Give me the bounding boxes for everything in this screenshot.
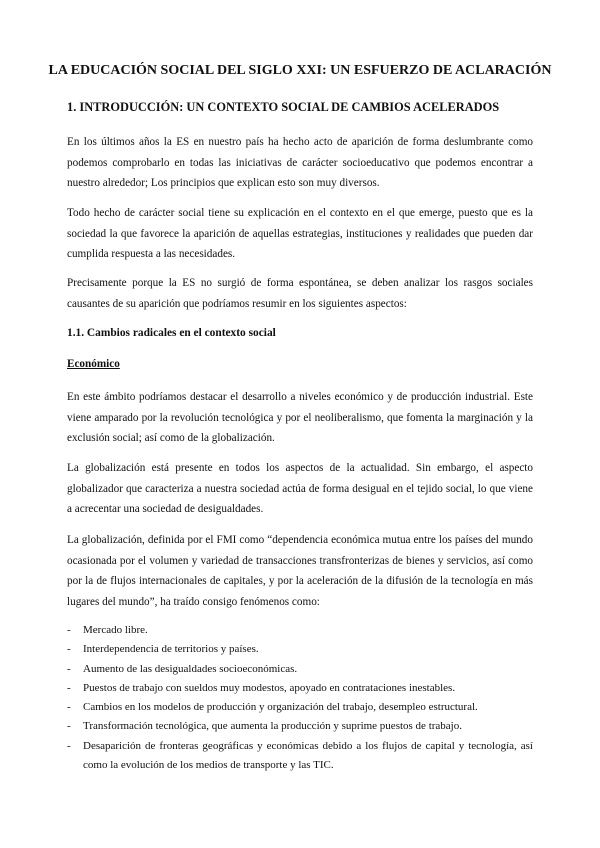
economico-paragraph-1: En este ámbito podríamos destacar el desarrollo a niveles económico y de producción industrial. Este viene amparado por la revolución tecnológica y por el neoliberalismo, que fomenta la marginación y la exclusión social; así como de la globalización. [67,391,533,444]
list-item-text: Desaparición de fronteras geográficas y económicas debido a los flujos de capital y tecnología, así como la evolución de los medios de transporte y las TIC. [83,739,533,772]
list-item [67,640,533,659]
list-item-text: Transformación tecnológica, que aumenta la producción y suprime puestos de trabajo. [83,720,462,733]
economico-paragraph-2: La globalización está presente en todos los aspectos de la actualidad. Sin embargo, el aspecto globalizador que caracteriza a nuestra sociedad actúa de forma desigual en el tejido social, lo que viene a acrecentar una sociedad de desigualdades. [67,462,533,515]
list-item [67,679,533,698]
list-item-text: Mercado libre. [83,624,148,636]
economico-paragraph-3: La globalización, definida por el FMI como “dependencia económica mutua entre los países del mundo ocasionada por el volumen y variedad de transacciones transfronterizas de bienes y servicios, así como por la de flujos internacionales de capitales, y por la aceleración de la difusión de la tecnología en más lugares del mundo”, ha traído consigo fenómenos como: [67,534,533,608]
list-item [67,737,533,776]
list-item-text: Puestos de trabajo con sueldos muy modestos, apoyado en contrataciones inestables. [83,681,456,694]
document-title: LA EDUCACIÓN SOCIAL DEL SIGLO XXI: UN ESFUERZO DE ACLARACIÓN [48,63,552,78]
list-item [67,660,533,679]
list-item [67,621,533,640]
subheading-economico: Económico [67,358,120,370]
list-dash: - [67,739,71,752]
list-item [67,698,533,717]
list-dash: - [67,624,71,636]
list-dash: - [67,643,71,656]
list-dash: - [67,681,71,694]
list-dash: - [67,701,71,714]
list-item-text: Cambios en los modelos de producción y organización del trabajo, desempleo estructural. [83,701,478,714]
list-item-text: Aumento de las desigualdades socioeconómicas. [83,662,298,675]
list-item-text: Interdependencia de territorios y países. [83,643,259,656]
section-heading-introduccion: 1. INTRODUCCIÓN: UN CONTEXTO SOCIAL DE CAMBIOS ACELERADOS [67,100,500,114]
intro-paragraph-2: Todo hecho de carácter social tiene su explicación en el contexto en el que emerge, puesto que es la sociedad la que favorece la aparición de aquellas estrategias, instituciones y realidades que pueden dar cumplida respuesta a las necesidades. [67,207,533,260]
list-dash: - [67,662,71,675]
list-dash: - [67,720,71,733]
list-item [67,717,533,736]
intro-paragraph-3: Precisamente porque la ES no surgió de forma espontánea, se deben analizar los rasgos sociales causantes de su aparición que podríamos resumir en los siguientes aspectos: [67,277,533,310]
subsection-heading-cambios-radicales: 1.1. Cambios radicales en el contexto social [67,327,276,339]
intro-paragraph-1: En los últimos años la ES en nuestro país ha hecho acto de aparición de forma deslumbrante como podemos comprobarlo en todas las iniciativas de carácter socioeducativo que podemos encontrar a nuestro alrededor; Los principios que explican esto son muy diversos. [67,136,533,189]
fenomenos-list [67,621,533,775]
